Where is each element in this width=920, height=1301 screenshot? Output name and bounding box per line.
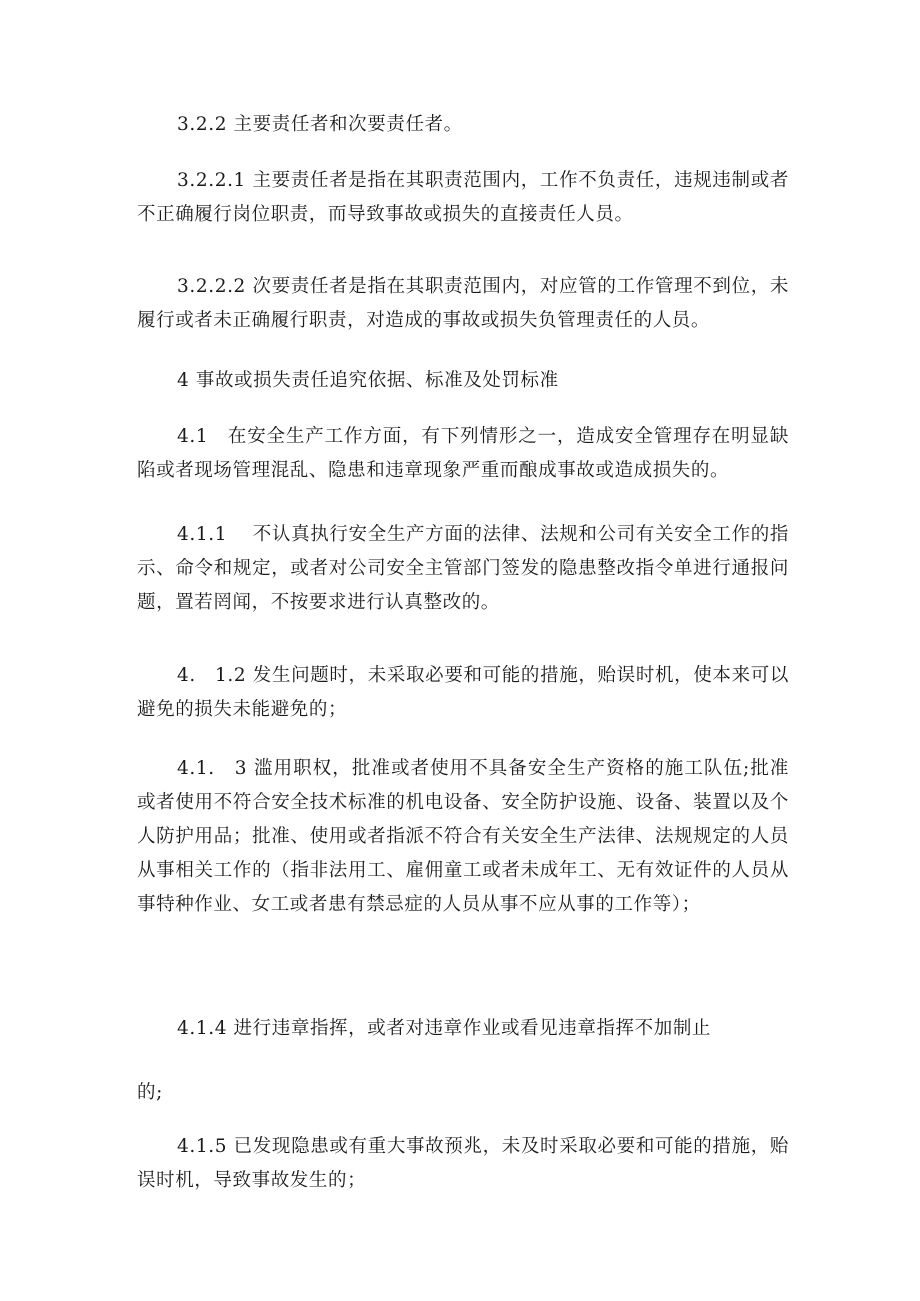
paragraph-3-2-2-1: 3.2.2.1 主要责任者是指在其职责范围内，工作不负责任，违规违制或者不正确履行岗位职责，而导致事故或损失的直接责任人员。 — [137, 170, 789, 225]
paragraph-4-1: 4.1 在安全生产工作方面，有下列情形之一，造成安全管理存在明显缺陷或者现场管理混乱、隐患和违章现象严重而酿成事故或造成损失的。 — [137, 426, 789, 481]
paragraph-4-1-4-continuation: 的; — [137, 1082, 163, 1103]
paragraph-4-1-5: 4.1.5 已发现隐患或有重大事故预兆，未及时采取必要和可能的措施，贻误时机，导致事故发生的； — [137, 1136, 789, 1191]
paragraph-4-1-1: 4.1.1 不认真执行安全生产方面的法律、法规和公司有关安全工作的指示、命令和规定，或者对公司安全主管部门签发的隐患整改指令单进行通报问题，置若罔闻，不按要求进行认真整改的。 — [137, 524, 789, 613]
section-heading-4: 4 事故或损失责任追究依据、标准及处罚标准 — [177, 370, 559, 391]
paragraph-4-1-4: 4.1.4 进行违章指挥，或者对违章作业或看见违章指挥不加制止 — [177, 1018, 712, 1039]
paragraph-3-2-2: 3.2.2 主要责任者和次要责任者。 — [177, 114, 463, 135]
paragraph-3-2-2-2: 3.2.2.2 次要责任者是指在其职责范围内，对应管的工作管理不到位，未履行或者未正确履行职责，对造成的事故或损失负管理责任的人员。 — [137, 276, 789, 331]
paragraph-4-1-3: 4.1. 3 滥用职权，批准或者使用不具备安全生产资格的施工队伍;批准或者使用不符合安全技术标准的机电设备、安全防护设施、设备、装置以及个人防护用品；批准、使用或者指派不符合有关安全生产法律、法规规定的人员从事相关工作的（指非法用工、雇佣童工或者未成年工、无有效证件的人员从事特种作业、女工或者患有禁忌症的人员从事不应从事的工作等）； — [137, 758, 789, 915]
paragraph-4-1-2: 4. 1.2 发生问题时，未采取必要和可能的措施，贻误时机，使本来可以避免的损失未能避免的； — [137, 665, 789, 720]
